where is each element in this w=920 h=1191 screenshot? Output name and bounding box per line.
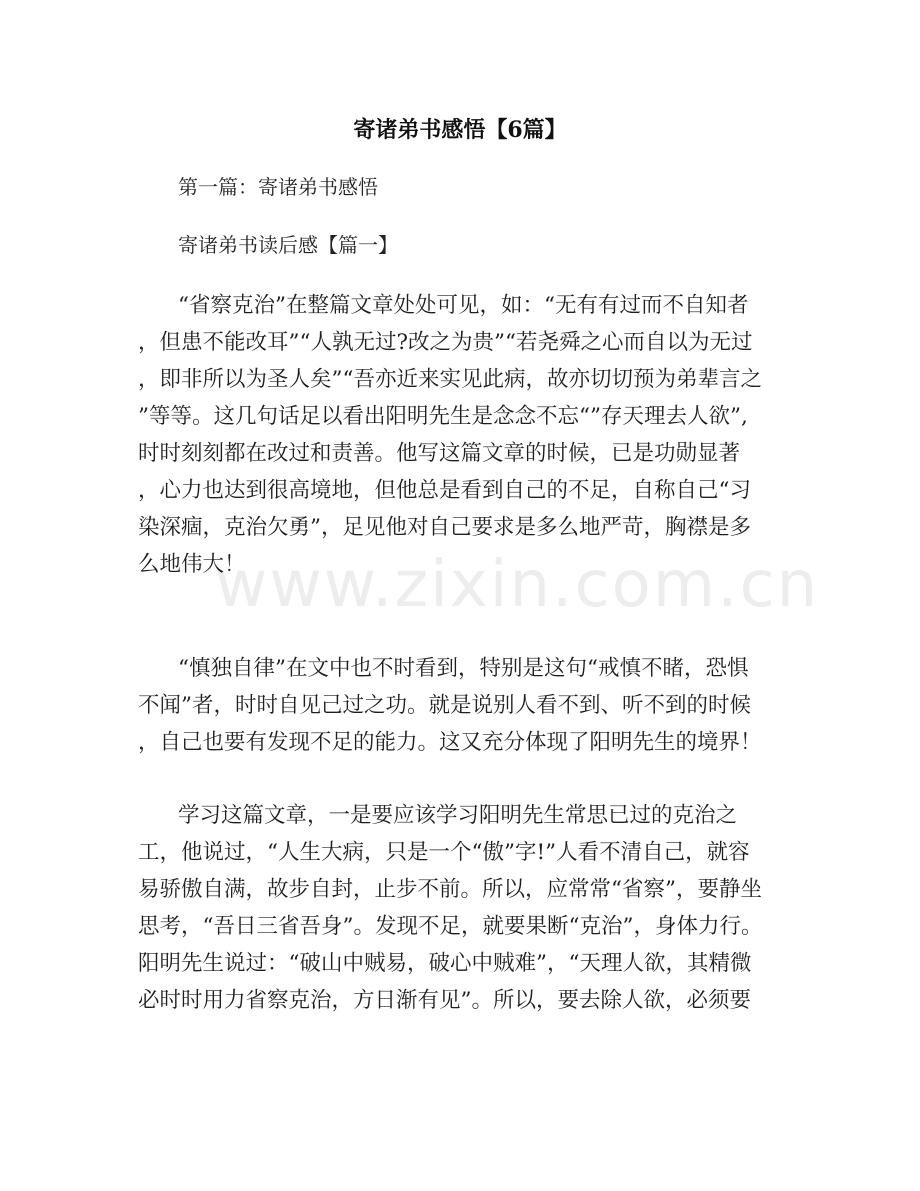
paragraph-line: “省察克治”在整篇文章处处可见，如：“无有有过而不自知者: [178, 293, 749, 318]
paragraph-line: 工，他说过，“人生大病，只是一个“傲”字!”人看不清自己，就容: [138, 840, 750, 865]
paragraph-line: 么地伟大！: [138, 552, 246, 577]
paragraph-line: ，自己也要有发现不足的能力。这又充分体现了阳明先生的境界！: [138, 730, 762, 755]
paragraph-1: [138, 287, 788, 583]
paragraph-line: 染深痼，克治欠勇”，足见他对自己要求是多么地严苛，胸襟是多: [138, 515, 751, 540]
watermark: www.zixin.com.cn: [215, 548, 820, 622]
paragraph-line: 必时时用力省察克治，方日渐有见”。所以，要去除人欲，必须要: [138, 988, 751, 1013]
paragraph-line: ”等等。这几句话足以看出阳明先生是念念不忘“”存天理去人欲”,: [138, 404, 748, 429]
paragraph-line: “慎独自律”在文中也不时看到，特别是这句“戒慎不睹，恐惧: [178, 656, 749, 681]
paragraph-line: ，心力也达到很高境地，但他总是看到自己的不足，自称自己“习: [138, 478, 751, 503]
paragraph-line: 时时刻刻都在改过和责善。他写这篇文章的时候，已是功勋显著: [138, 441, 741, 466]
paragraph-2: [138, 650, 788, 761]
subheading-1: 第一篇：寄诸弟书感悟: [178, 175, 378, 199]
paragraph-line: 思考，“吾日三省吾身”。发现不足，就要果断“克治”，身体力行。: [138, 914, 763, 939]
subheading-2: 寄诸弟书读后感【篇一】: [178, 233, 398, 257]
paragraph-line: ，但患不能改耳”“人孰无过?改之为贵”“若尧舜之心而自以为无过: [138, 330, 753, 355]
page-title: 寄诸弟书感悟【6篇】: [353, 117, 567, 143]
paragraph-line: ，即非所以为圣人矣”“吾亦近来实见此病，故亦切切预为弟辈言之: [138, 367, 762, 392]
paragraph-line: 学习这篇文章，一是要应该学习阳明先生常思已过的克治之: [178, 803, 738, 828]
paragraph-line: 不闻”者，时时自见己过之功。就是说别人看不到、听不到的时候: [138, 693, 751, 718]
paragraph-line: 阳明先生说过：“破山中贼易，破心中贼难”，“天理人欲，其精微: [138, 951, 752, 976]
paragraph-line: 易骄傲自满，故步自封，止步不前。所以，应常常“省察”，要静坐: [138, 877, 762, 902]
paragraph-3: [138, 797, 788, 1019]
